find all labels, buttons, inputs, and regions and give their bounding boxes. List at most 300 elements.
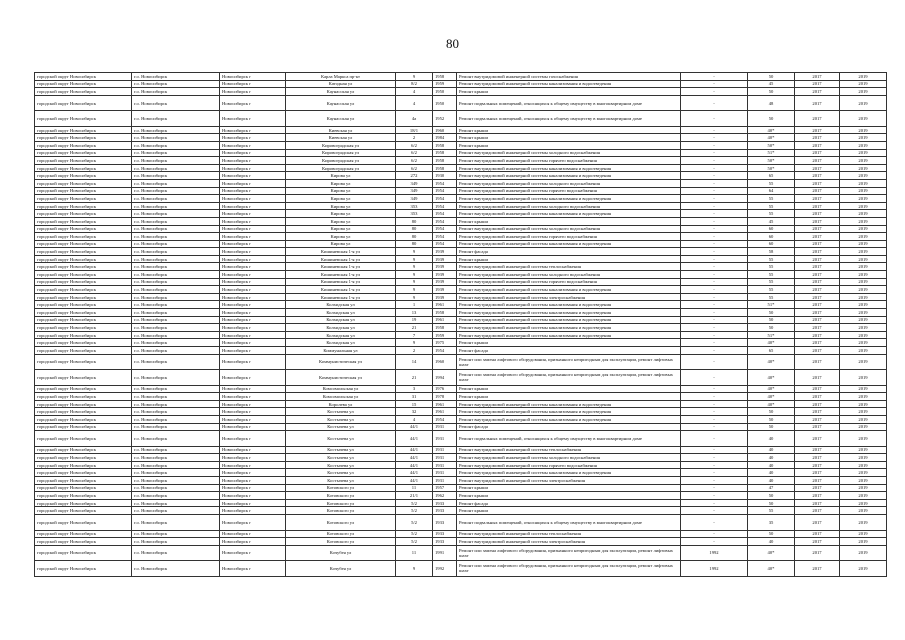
deadline-cell: 55 [748, 202, 795, 210]
work-type-cell: Ремонт крыши [457, 385, 681, 393]
work-type-cell: Ремонт внутридомовой инженерной системы электроснабжения [457, 538, 681, 546]
work-type-cell: Ремонт внутридомовой инженерной системы канализования и водоотведения [457, 286, 681, 294]
deadline-cell: 45 [748, 217, 795, 225]
district-cell: городской округ Новосибирск [35, 408, 132, 416]
house-cell: 44/1 [396, 431, 433, 447]
year-to-cell: 2019 [840, 263, 887, 271]
year-built-cell: 1962 [433, 492, 457, 500]
work-type-cell: Ремонт или замена лифтового оборудования, признанного непригодным для эксплуатации, ремонт лифтовых шахт [457, 561, 681, 577]
settlement-cell: г.о. Новосибирск [132, 477, 220, 485]
year-from-cell: 2017 [795, 484, 840, 492]
street-cell: Кочубея ул [286, 561, 396, 577]
settlement-cell: г.о. Новосибирск [132, 263, 220, 271]
street-cell: Комсомольская ул [286, 385, 396, 393]
deadline-cell: 55 [748, 263, 795, 271]
city-cell: Новосибирск г [220, 499, 286, 507]
deadline-cell: 40* [748, 393, 795, 401]
street-cell: Кирова ул [286, 240, 396, 248]
deadline-cell: 60 [748, 233, 795, 241]
city-cell: Новосибирск г [220, 179, 286, 187]
table-row [35, 149, 887, 157]
city-cell: Новосибирск г [220, 293, 286, 301]
street-cell: Киевская ул [286, 134, 396, 142]
street-cell: Кишиневская 1-я ул [286, 248, 396, 256]
work-type-cell: Ремонт внутридомовой инженерной системы горячего водоснабжения [457, 461, 681, 469]
house-cell: 5/2 [396, 530, 433, 538]
street-cell: Каунасская ул [286, 111, 396, 127]
city-cell: Новосибирск г [220, 538, 286, 546]
district-cell: городской округ Новосибирск [35, 477, 132, 485]
year-to-cell: 2019 [840, 80, 887, 88]
district-cell: городской округ Новосибирск [35, 149, 132, 157]
work-type-cell: Ремонт внутридомовой инженерной системы газоснабжения [457, 73, 681, 81]
street-cell: Костычева ул [286, 461, 396, 469]
year-built-cell: 1950 [433, 88, 457, 96]
year-from-cell: 2017 [795, 316, 840, 324]
city-cell: Новосибирск г [220, 446, 286, 454]
house-cell: 6/2 [396, 164, 433, 172]
deadline-cell: 55 [748, 293, 795, 301]
street-cell: Кировоградская ул [286, 141, 396, 149]
year-to-cell: 2019 [840, 271, 887, 279]
year-built-cell: 1952 [433, 111, 457, 127]
house-cell: 353 [396, 210, 433, 218]
district-cell: городской округ Новосибирск [35, 309, 132, 317]
house-cell: 2 [396, 134, 433, 142]
city-cell: Новосибирск г [220, 530, 286, 538]
year-to-cell: 2019 [840, 385, 887, 393]
street-cell: Котовского ул [286, 492, 396, 500]
deadline-cell: 50 [748, 530, 795, 538]
work-type-cell: Ремонт крыши [457, 88, 681, 96]
extra-cell: - [681, 95, 748, 111]
city-cell: Новосибирск г [220, 195, 286, 203]
house-cell: 80 [396, 233, 433, 241]
year-built-cell: 1958 [433, 73, 457, 81]
house-cell: 9 [396, 271, 433, 279]
extra-cell: - [681, 331, 748, 339]
work-type-cell: Ремонт внутридомовой инженерной системы холодного водоснабжения [457, 225, 681, 233]
settlement-cell: г.о. Новосибирск [132, 354, 220, 370]
year-from-cell: 2017 [795, 210, 840, 218]
table-row [35, 271, 887, 279]
extra-cell: - [681, 408, 748, 416]
work-type-cell: Ремонт внутридомовой инженерной системы горячего водоснабжения [457, 187, 681, 195]
street-cell: Кирова ул [286, 172, 396, 180]
house-cell: 9 [396, 73, 433, 81]
year-to-cell: 2019 [840, 248, 887, 256]
work-type-cell: Ремонт внутридомовой инженерной системы канализования и водоотведения [457, 240, 681, 248]
year-from-cell: 2017 [795, 164, 840, 172]
extra-cell: - [681, 278, 748, 286]
table-row [35, 530, 887, 538]
year-from-cell: 2017 [795, 431, 840, 447]
extra-cell: - [681, 530, 748, 538]
work-type-cell: Ремонт подвальных помещений, относящихся к общему имуществу в многоквартирном доме [457, 515, 681, 531]
house-cell: 4 [396, 95, 433, 111]
year-built-cell: 1933 [433, 507, 457, 515]
deadline-cell: 55 [748, 210, 795, 218]
year-built-cell: 1991 [433, 545, 457, 561]
year-from-cell: 2017 [795, 446, 840, 454]
table-row [35, 515, 887, 531]
extra-cell: - [681, 324, 748, 332]
city-cell: Новосибирск г [220, 469, 286, 477]
year-built-cell: 1954 [433, 187, 457, 195]
street-cell: Каунасская ул [286, 95, 396, 111]
deadline-cell: 50 [748, 415, 795, 423]
district-cell: городской округ Новосибирск [35, 95, 132, 111]
extra-cell: - [681, 73, 748, 81]
table-row [35, 80, 887, 88]
district-cell: городской округ Новосибирск [35, 141, 132, 149]
work-type-cell: Ремонт крыши [457, 393, 681, 401]
year-built-cell: 1961 [433, 301, 457, 309]
house-cell: 4 [396, 88, 433, 96]
work-type-cell: Ремонт внутридомовой инженерной системы канализования и водоотведения [457, 469, 681, 477]
year-to-cell: 2019 [840, 446, 887, 454]
extra-cell: - [681, 233, 748, 241]
settlement-cell: г.о. Новосибирск [132, 240, 220, 248]
table-row [35, 301, 887, 309]
year-to-cell: 2019 [840, 149, 887, 157]
deadline-cell: 40 [748, 477, 795, 485]
district-cell: городской округ Новосибирск [35, 324, 132, 332]
deadline-cell: 65 [748, 172, 795, 180]
year-from-cell: 2017 [795, 492, 840, 500]
work-type-cell: Ремонт крыши [457, 492, 681, 500]
settlement-cell: г.о. Новосибирск [132, 324, 220, 332]
year-built-cell: 1939 [433, 286, 457, 294]
district-cell: городской округ Новосибирск [35, 172, 132, 180]
year-from-cell: 2017 [795, 331, 840, 339]
house-cell: 18/1 [396, 126, 433, 134]
house-cell: 9 [396, 561, 433, 577]
deadline-cell: 55 [748, 195, 795, 203]
year-from-cell: 2017 [795, 73, 840, 81]
district-cell: городской округ Новосибирск [35, 385, 132, 393]
deadline-cell: 40* [748, 354, 795, 370]
year-from-cell: 2017 [795, 545, 840, 561]
year-to-cell: 2019 [840, 233, 887, 241]
street-cell: Костычева ул [286, 408, 396, 416]
year-built-cell: 1957 [433, 484, 457, 492]
extra-cell: - [681, 157, 748, 165]
table-row [35, 240, 887, 248]
year-to-cell: 2019 [840, 408, 887, 416]
year-from-cell: 2017 [795, 423, 840, 431]
settlement-cell: г.о. Новосибирск [132, 195, 220, 203]
deadline-cell: 47 [748, 484, 795, 492]
extra-cell: - [681, 187, 748, 195]
deadline-cell: 50 [748, 309, 795, 317]
city-cell: Новосибирск г [220, 255, 286, 263]
settlement-cell: г.о. Новосибирск [132, 179, 220, 187]
district-cell: городской округ Новосибирск [35, 195, 132, 203]
table-row [35, 324, 887, 332]
district-cell: городской округ Новосибирск [35, 164, 132, 172]
table-row [35, 492, 887, 500]
settlement-cell: г.о. Новосибирск [132, 248, 220, 256]
year-from-cell: 2017 [795, 370, 840, 386]
street-cell: Колхидская ул [286, 316, 396, 324]
year-to-cell: 2019 [840, 172, 887, 180]
year-to-cell: 2019 [840, 293, 887, 301]
work-type-cell: Ремонт внутридомовой инженерной системы электроснабжения [457, 477, 681, 485]
year-from-cell: 2017 [795, 141, 840, 149]
district-cell: городской округ Новосибирск [35, 179, 132, 187]
table-row [35, 354, 887, 370]
extra-cell: - [681, 141, 748, 149]
year-built-cell: 1975 [433, 339, 457, 347]
settlement-cell: г.о. Новосибирск [132, 172, 220, 180]
settlement-cell: г.о. Новосибирск [132, 278, 220, 286]
house-cell: 6/2 [396, 141, 433, 149]
street-cell: Котовского ул [286, 538, 396, 546]
year-from-cell: 2017 [795, 477, 840, 485]
table-row [35, 309, 887, 317]
settlement-cell: г.о. Новосибирск [132, 217, 220, 225]
settlement-cell: г.о. Новосибирск [132, 370, 220, 386]
city-cell: Новосибирск г [220, 339, 286, 347]
year-from-cell: 2017 [795, 88, 840, 96]
district-cell: городской округ Новосибирск [35, 293, 132, 301]
work-type-cell: Ремонт крыши [457, 217, 681, 225]
street-cell: Котовского ул [286, 515, 396, 531]
house-cell: 15 [396, 400, 433, 408]
work-type-cell: Ремонт фасада [457, 499, 681, 507]
year-from-cell: 2017 [795, 309, 840, 317]
city-cell: Новосибирск г [220, 95, 286, 111]
settlement-cell: г.о. Новосибирск [132, 80, 220, 88]
year-from-cell: 2017 [795, 515, 840, 531]
year-built-cell: 1939 [433, 263, 457, 271]
extra-cell: - [681, 507, 748, 515]
settlement-cell: г.о. Новосибирск [132, 73, 220, 81]
street-cell: Каунасская ул [286, 88, 396, 96]
settlement-cell: г.о. Новосибирск [132, 309, 220, 317]
district-cell: городской округ Новосибирск [35, 370, 132, 386]
street-cell: Катодная ул [286, 80, 396, 88]
table-row [35, 88, 887, 96]
extra-cell: - [681, 172, 748, 180]
extra-cell: - [681, 240, 748, 248]
year-from-cell: 2017 [795, 561, 840, 577]
extra-cell: - [681, 293, 748, 301]
year-from-cell: 2017 [795, 408, 840, 416]
settlement-cell: г.о. Новосибирск [132, 515, 220, 531]
year-built-cell: 1954 [433, 233, 457, 241]
table-row [35, 202, 887, 210]
table-row [35, 331, 887, 339]
district-cell: городской округ Новосибирск [35, 316, 132, 324]
street-cell: Колхидская ул [286, 309, 396, 317]
extra-cell: - [681, 370, 748, 386]
table-row [35, 255, 887, 263]
table-row [35, 431, 887, 447]
district-cell: городской округ Новосибирск [35, 354, 132, 370]
street-cell: Костычева ул [286, 415, 396, 423]
house-cell: 21 [396, 324, 433, 332]
page-number: 80 [446, 36, 459, 51]
deadline-cell: 40* [748, 545, 795, 561]
district-cell: городской округ Новосибирск [35, 415, 132, 423]
table-row [35, 217, 887, 225]
city-cell: Новосибирск г [220, 423, 286, 431]
extra-cell: 1992 [681, 561, 748, 577]
city-cell: Новосибирск г [220, 408, 286, 416]
year-to-cell: 2019 [840, 195, 887, 203]
street-cell: Колхидская ул [286, 331, 396, 339]
year-to-cell: 2019 [840, 530, 887, 538]
settlement-cell: г.о. Новосибирск [132, 187, 220, 195]
district-cell: городской округ Новосибирск [35, 400, 132, 408]
year-to-cell: 2019 [840, 88, 887, 96]
table-row [35, 263, 887, 271]
year-to-cell: 2019 [840, 561, 887, 577]
year-built-cell: 1931 [433, 469, 457, 477]
extra-cell: - [681, 271, 748, 279]
district-cell: городской округ Новосибирск [35, 255, 132, 263]
extra-cell: - [681, 431, 748, 447]
work-type-cell: Ремонт или замена лифтового оборудования, признанного непригодным для эксплуатации, ремонт лифтовых шахт [457, 545, 681, 561]
settlement-cell: г.о. Новосибирск [132, 210, 220, 218]
table-row [35, 339, 887, 347]
deadline-cell: 58 [748, 248, 795, 256]
year-to-cell: 2019 [840, 309, 887, 317]
district-cell: городской округ Новосибирск [35, 157, 132, 165]
work-type-cell: Ремонт внутридомовой инженерной системы холодного водоснабжения [457, 202, 681, 210]
year-built-cell: 1931 [433, 423, 457, 431]
deadline-cell: 40 [748, 431, 795, 447]
settlement-cell: г.о. Новосибирск [132, 233, 220, 241]
table-row [35, 538, 887, 546]
deadline-cell: 50 [748, 492, 795, 500]
year-built-cell: 1950 [433, 95, 457, 111]
house-cell: 5/2 [396, 507, 433, 515]
table-row [35, 400, 887, 408]
year-built-cell: 1960 [433, 354, 457, 370]
table-row [35, 225, 887, 233]
city-cell: Новосибирск г [220, 347, 286, 355]
year-from-cell: 2017 [795, 255, 840, 263]
work-type-cell: Ремонт крыши [457, 484, 681, 492]
city-cell: Новосибирск г [220, 370, 286, 386]
table-row [35, 187, 887, 195]
year-built-cell: 1954 [433, 179, 457, 187]
table-row [35, 286, 887, 294]
city-cell: Новосибирск г [220, 88, 286, 96]
table-row [35, 157, 887, 165]
year-built-cell: 1954 [433, 225, 457, 233]
city-cell: Новосибирск г [220, 248, 286, 256]
year-built-cell: 1931 [433, 461, 457, 469]
deadline-cell: 40 [748, 538, 795, 546]
year-from-cell: 2017 [795, 293, 840, 301]
year-to-cell: 2019 [840, 354, 887, 370]
city-cell: Новосибирск г [220, 278, 286, 286]
district-cell: городской округ Новосибирск [35, 515, 132, 531]
district-cell: городской округ Новосибирск [35, 88, 132, 96]
work-type-cell: Ремонт внутридомовой инженерной системы канализования и водоотведения [457, 400, 681, 408]
settlement-cell: г.о. Новосибирск [132, 286, 220, 294]
year-to-cell: 2019 [840, 515, 887, 531]
house-cell: 6/2 [396, 157, 433, 165]
deadline-cell: 50 [748, 88, 795, 96]
city-cell: Новосибирск г [220, 149, 286, 157]
work-type-cell: Ремонт подвальных помещений, относящихся к общему имуществу в многоквартирном доме [457, 111, 681, 127]
year-from-cell: 2017 [795, 385, 840, 393]
house-cell: 5/2 [396, 499, 433, 507]
table-row [35, 408, 887, 416]
year-to-cell: 2019 [840, 484, 887, 492]
work-type-cell: Ремонт фасада [457, 248, 681, 256]
year-built-cell: 1992 [433, 561, 457, 577]
table-row [35, 141, 887, 149]
district-cell: городской округ Новосибирск [35, 271, 132, 279]
city-cell: Новосибирск г [220, 484, 286, 492]
deadline-cell: 50 [748, 324, 795, 332]
district-cell: городской округ Новосибирск [35, 530, 132, 538]
year-from-cell: 2017 [795, 538, 840, 546]
house-cell: 14 [396, 354, 433, 370]
work-type-cell: Ремонт внутридомовой инженерной системы канализования и водоотведения [457, 408, 681, 416]
year-built-cell: 1959 [433, 80, 457, 88]
deadline-cell: 50 [748, 316, 795, 324]
deadline-cell: 40 [748, 469, 795, 477]
settlement-cell: г.о. Новосибирск [132, 484, 220, 492]
extra-cell: - [681, 255, 748, 263]
settlement-cell: г.о. Новосибирск [132, 454, 220, 462]
year-from-cell: 2017 [795, 187, 840, 195]
extra-cell: - [681, 111, 748, 127]
work-type-cell: Ремонт внутридомовой инженерной системы холодного водоснабжения [457, 271, 681, 279]
deadline-cell: 55 [748, 507, 795, 515]
district-cell: городской округ Новосибирск [35, 423, 132, 431]
work-type-cell: Ремонт внутридомовой инженерной системы холодного водоснабжения [457, 454, 681, 462]
city-cell: Новосибирск г [220, 561, 286, 577]
street-cell: Кирова ул [286, 225, 396, 233]
settlement-cell: г.о. Новосибирск [132, 423, 220, 431]
street-cell: Котовского ул [286, 484, 396, 492]
city-cell: Новосибирск г [220, 73, 286, 81]
year-from-cell: 2017 [795, 134, 840, 142]
year-built-cell: 1961 [433, 408, 457, 416]
street-cell: Коммунистическая ул [286, 354, 396, 370]
district-cell: городской округ Новосибирск [35, 187, 132, 195]
settlement-cell: г.о. Новосибирск [132, 316, 220, 324]
street-cell: Кишиневская 1-я ул [286, 286, 396, 294]
year-built-cell: 1954 [433, 210, 457, 218]
year-to-cell: 2019 [840, 461, 887, 469]
table-row [35, 454, 887, 462]
extra-cell: - [681, 415, 748, 423]
extra-cell: - [681, 400, 748, 408]
house-cell: 1 [396, 301, 433, 309]
city-cell: Новосибирск г [220, 172, 286, 180]
settlement-cell: г.о. Новосибирск [132, 339, 220, 347]
work-type-cell: Ремонт внутридомовой инженерной системы канализования и водоотведения [457, 309, 681, 317]
house-cell: 349 [396, 187, 433, 195]
city-cell: Новосибирск г [220, 415, 286, 423]
city-cell: Новосибирск г [220, 126, 286, 134]
district-cell: городской округ Новосибирск [35, 469, 132, 477]
district-cell: городской округ Новосибирск [35, 454, 132, 462]
district-cell: городской округ Новосибирск [35, 331, 132, 339]
house-cell: 80 [396, 240, 433, 248]
extra-cell: - [681, 80, 748, 88]
street-cell: Костычева ул [286, 477, 396, 485]
